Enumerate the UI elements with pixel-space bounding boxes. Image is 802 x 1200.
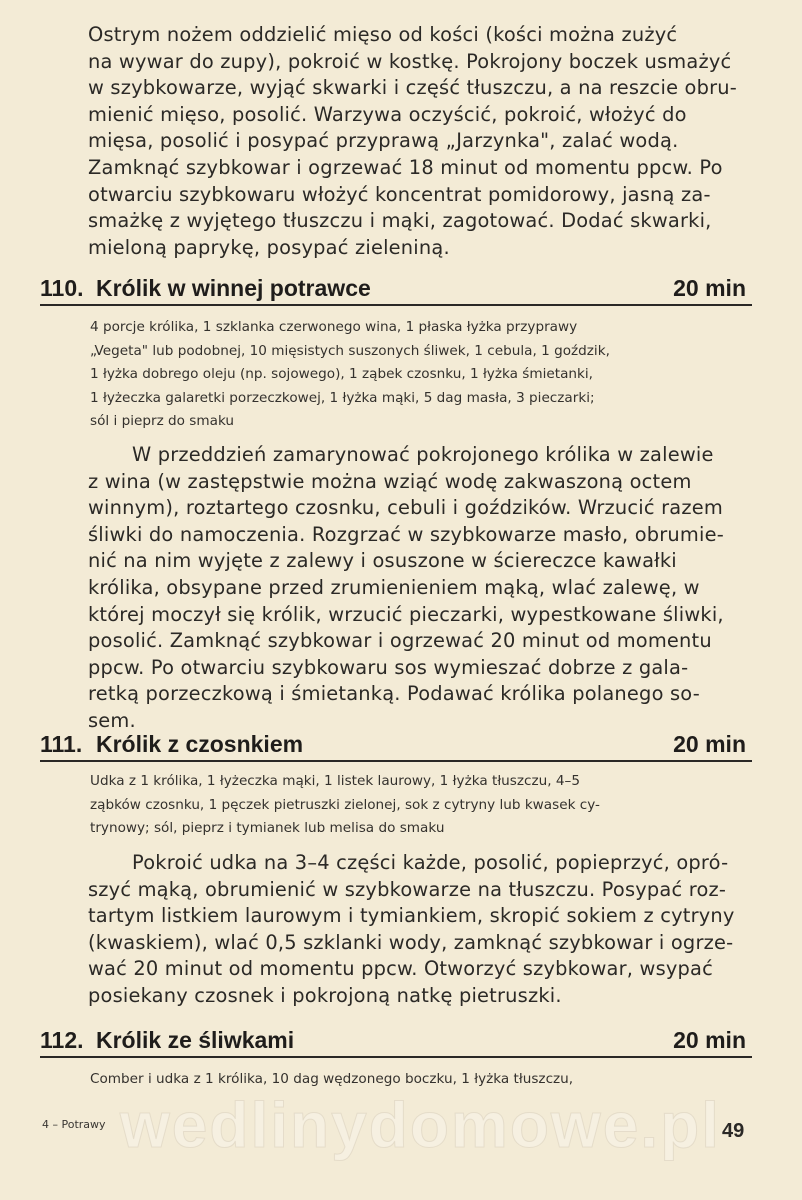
text-line: mieloną paprykę, posypać zieleniną. (88, 235, 450, 259)
recipe-number: 112. (40, 1027, 84, 1053)
text-line: mięsa, posolić i posypać przyprawą „Jarzynka", zalać wodą. (88, 129, 679, 153)
text-line: W przeddzień zamarynować pokrojonego królika w zalewie (132, 443, 714, 466)
watermark: wedlinydomowe.pl (120, 1089, 721, 1161)
text-line: ppcw. Po otwarciu szybkowaru sos wymieszać dobrze z gala- (88, 655, 689, 679)
recipe-heading-110 (40, 270, 752, 306)
text-line: smażkę z wyjętego tłuszczu i mąki, zagotować. Dodać skwarki, (88, 209, 712, 233)
recipe-ingredients-110 (90, 316, 750, 434)
text-line: mienić mięso, posolić. Warzywa oczyścić, pokroić, włożyć do (88, 102, 687, 126)
ingredient-line: 1 łyżka dobrego oleju (np. sojowego), 1 ząbek czosnku, 1 łyżka śmietanki, (90, 366, 593, 383)
text-line: sem. (88, 708, 136, 732)
recipe-method-111 (88, 850, 752, 1010)
ingredient-line: sól i pieprz do smaku (90, 413, 235, 430)
text-line: z wina (w zastępstwie można wziąć wodę zakwaszoną octem (88, 469, 692, 493)
text-line: posiekany czosnek i pokrojoną natkę pietruszki. (88, 983, 562, 1007)
recipe-title: Królik z czosnkiem (96, 731, 304, 757)
text-line: wać 20 minut od momentu ppcw. Otworzyć szybkowar, wsypać (88, 957, 713, 981)
page-number: 49 (722, 1120, 745, 1142)
recipe-number: 110. (40, 275, 84, 301)
text-line: śliwki do namoczenia. Rozgrzać w szybkowarze masło, obrumie- (88, 522, 724, 546)
ingredient-line: trynowy; sól, pieprz i tymianek lub melisa do smaku (90, 820, 445, 837)
ingredient-line: Comber i udka z 1 królika, 10 dag wędzonego boczku, 1 łyżka tłuszczu, (90, 1071, 574, 1087)
text-line: tartym listkiem laurowym i tymiankiem, skropić sokiem z cytryny (88, 904, 735, 928)
recipe-number: 111. (40, 731, 83, 757)
text-line: retką porzeczkową i śmietanką. Podawać królika polanego so- (88, 682, 700, 706)
recipe-method-110 (88, 442, 752, 735)
text-line: na wywar do zupy), pokroić w kostkę. Pokrojony boczek usmażyć (88, 49, 732, 73)
ingredient-line: „Vegeta" lub podobnej, 10 mięsistych suszonych śliwek, 1 cebula, 1 goździk, (90, 342, 610, 359)
text-line: otwarciu szybkowaru włożyć koncentrat pomidorowy, jasną za- (88, 182, 711, 206)
text-line: Ostrym nożem oddzielić mięso od kości (kości można zużyć (88, 23, 678, 46)
text-line: szyć mąką, obrumienić w szybkowarze na tłuszczu. Posypać roz- (88, 877, 727, 901)
ingredient-line: 4 porcje królika, 1 szklanka czerwonego wina, 1 płaska łyżka przyprawy (90, 319, 578, 335)
text-line: królika, obsypane przed zrumienieniem mąką, wlać zalewę, w (88, 575, 700, 599)
recipe-time: 20 min (673, 275, 746, 301)
recipe-title: Królik w winnej potrawce (96, 275, 371, 301)
recipe-ingredients-111 (90, 770, 750, 841)
text-line: Zamknąć szybkowar i ogrzewać 18 minut od momentu ppcw. Po (88, 155, 723, 179)
text-line: w szybkowarze, wyjąć skwarki i część tłuszczu, a na reszcie obru- (88, 76, 737, 100)
text-line: winnym), roztartego czosnku, cebuli i goździków. Wrzucić razem (88, 496, 723, 520)
recipe-time: 20 min (673, 1027, 746, 1053)
recipe-heading-112 (40, 1022, 752, 1058)
recipe-time: 20 min (673, 731, 746, 757)
recipe-title: Królik ze śliwkami (96, 1027, 295, 1053)
intro-paragraph (88, 22, 752, 261)
signature-mark: 4 – Potrawy (42, 1118, 106, 1131)
ingredient-line: Udka z 1 królika, 1 łyżeczka mąki, 1 listek laurowy, 1 łyżka tłuszczu, 4–5 (90, 773, 580, 789)
text-line: której moczył się królik, wrzucić pieczarki, wypestkowane śliwki, (88, 602, 724, 626)
text-line: nić na nim wyjęte z zalewy i osuszone w ściereczce kawałki (88, 549, 677, 573)
text-line: Pokroić udka na 3–4 części każde, posolić, popieprzyć, opró- (132, 851, 729, 874)
text-line: posolić. Zamknąć szybkowar i ogrzewać 20 minut od momentu (88, 629, 712, 653)
ingredient-line: ząbków czosnku, 1 pęczek pietruszki zielonej, sok z cytryny lub kwasek cy- (90, 796, 600, 813)
ingredient-line: 1 łyżeczka galaretki porzeczkowej, 1 łyżka mąki, 5 dag masła, 3 pieczarki; (90, 389, 595, 406)
text-line: (kwaskiem), wlać 0,5 szklanki wody, zamknąć szybkowar i ogrze- (88, 930, 734, 954)
recipe-heading-111 (40, 726, 752, 762)
